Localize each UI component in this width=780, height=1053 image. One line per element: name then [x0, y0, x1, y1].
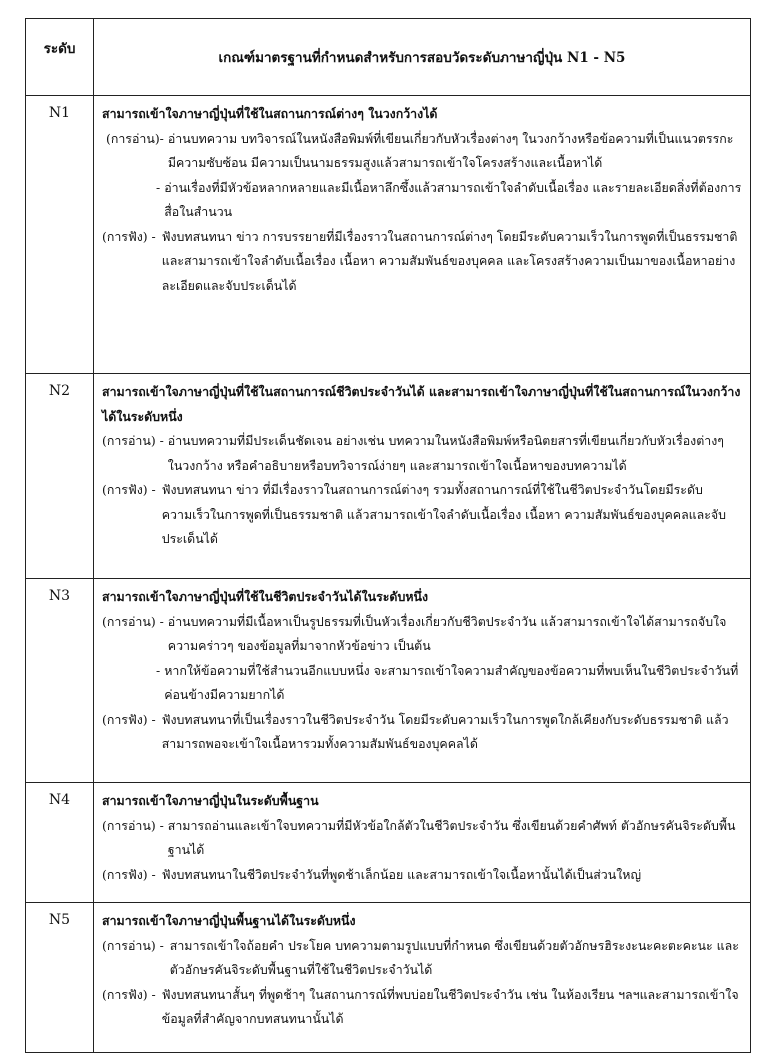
row-title: สามารถเข้าใจภาษาญี่ปุ่นที่ใช้ในสถานการณ์ชีวิตประจำวันได้ และสามารถเข้าใจภาษาญี่ปุ่นที่ใช้ในสถานการณ์ในวงกว้างได้ในระดับหนึ่ง: [102, 384, 741, 424]
row-title: สามารถเข้าใจภาษาญี่ปุ่นพื้นฐานได้ในระดับหนึ่ง: [102, 913, 356, 928]
table-row: [26, 783, 751, 903]
row-title: สามารถเข้าใจภาษาญี่ปุ่นที่ใช้ในสถานการณ์ต่างๆ ในวงกว้างได้: [102, 106, 438, 121]
header-level: ระดับ: [26, 19, 94, 96]
reading-text: อ่านบทความ บทวิจารณ์ในหนังสือพิมพ์ที่เขียนเกี่ยวกับหัวเรื่องต่างๆ ในวงกว้างหรือข้อความที่เป็นแนวตรรกะ มีความซับซ้อน มีความเป็นนามธรรมสูงแล้วสามารถเข้าใจโครงสร้างและเนื้อหาได้: [167, 130, 734, 170]
level-cell: N1: [26, 96, 94, 374]
table-row: [26, 903, 751, 1053]
table-header-row: [26, 19, 751, 96]
bullet-dash: -: [156, 179, 161, 195]
listening-text: ฟังบทสนทนา ข่าว การบรรยายที่มีเรื่องราวในสถานการณ์ต่างๆ โดยมีระดับความเร็วในการพูดที่เป็นธรรมชาติและสามารถเข้าใจลำดับเนื้อเรื่อง เนื้อหา ความสัมพันธ์ของบุคคล และโครงสร้างความเป็นมาของเนื้อหาอย่างละเอียดและจับประเด็นได้: [161, 228, 738, 293]
reading-text-2: อ่านเรื่องที่มีหัวข้อหลากหลายและมีเนื้อหาลึกซึ้งแล้วสามารถเข้าใจลำดับเนื้อเรื่อง และรายละเอียดสิ่งที่ต้องการสื่อในสำนวน: [164, 179, 742, 219]
reading-tag: (การอ่าน) -: [102, 613, 164, 629]
level-cell: N5: [26, 903, 94, 1053]
listening-text: ฟังบทสนทนาสั้นๆ ที่พูดช้าๆ ในสถานการณ์ที่พบบ่อยในชีวิตประจำวัน เช่น ในห้องเรียน ฯลฯและสามารถเข้าใจข้อมูลที่สำคัญจากบทสนทนานั้นได้: [161, 986, 739, 1026]
reading-text: สามารถอ่านและเข้าใจบทความที่มีหัวข้อใกล้ตัวในชีวิตประจำวัน ซึ่งเขียนด้วยคำศัพท์ ตัวอักษรคันจิระดับพื้นฐานได้: [167, 817, 736, 857]
description-cell: [94, 783, 751, 903]
level-cell: N2: [26, 374, 94, 579]
row-title: สามารถเข้าใจภาษาญี่ปุ่นในระดับพื้นฐาน: [102, 793, 319, 808]
reading-tag: (การอ่าน) -: [102, 817, 164, 833]
listening-text: ฟังบทสนทนา ข่าว ที่มีเรื่องราวในสถานการณ์ต่างๆ รวมทั้งสถานการณ์ที่ใช้ในชีวิตประจำวันโดยมีระดับความเร็วในการพูดที่เป็นธรรมชาติ แล้วสามารถเข้าใจลำดับเนื้อเรื่อง เนื้อหา ความสัมพันธ์ของบุคคลและจับประเด็นได้: [161, 482, 727, 546]
row-title: สามารถเข้าใจภาษาญี่ปุ่นที่ใช้ในชีวิตประจำวันได้ในระดับหนึ่ง: [102, 589, 429, 604]
reading-text: สามารถเข้าใจถ้อยคำ ประโยค บทความตามรูปแบบที่กำหนด ซึ่งเขียนด้วยตัวอักษรฮิระงะนะคะตะคะนะ และตัวอักษรคันจิระดับพื้นฐานที่ใช้ในชีวิตประจำวันได้: [169, 937, 739, 977]
level-cell: N3: [26, 579, 94, 783]
listening-text: ฟังบทสนทนาที่เป็นเรื่องราวในชีวิตประจำวัน โดยมีระดับความเร็วในการพูดใกล้เคียงกับระดับธรรมชาติ แล้วสามารถพอจะเข้าใจเนื้อหารวมทั้งความสัมพันธ์ของบุคคลได้: [161, 711, 729, 751]
reading-text: อ่านบทความที่มีเนื้อหาเป็นรูปธรรมที่เป็นหัวเรื่องเกี่ยวกับชีวิตประจำวัน แล้วสามารถเข้าใจได้สามารถจับใจความคร่าวๆ ของข้อมูลที่มาจากหัวข้อข่าว เป็นต้น: [167, 613, 727, 653]
listening-tag: (การฟัง) -: [102, 711, 156, 727]
description-cell: [94, 903, 751, 1053]
listening-tag: (การฟัง) -: [102, 482, 156, 497]
table-row: [26, 96, 751, 374]
jlpt-criteria-table: [25, 18, 751, 1053]
reading-tag: (การอ่าน) -: [102, 433, 164, 448]
table-row: [26, 579, 751, 783]
reading-text-2: หากให้ข้อความที่ใช้สำนวนอีกแบบหนึ่ง จะสามารถเข้าใจความสำคัญของข้อความที่พบเห็นในชีวิตประจำวันที่ค่อนข้างมีความยากได้: [164, 662, 739, 702]
description-cell: [94, 579, 751, 783]
description-cell: [94, 96, 751, 374]
reading-tag: (การอ่าน)-: [106, 130, 164, 146]
reading-tag: (การอ่าน) -: [102, 937, 164, 953]
listening-tag: (การฟัง) -: [102, 228, 156, 244]
listening-tag: (การฟัง) -: [102, 986, 156, 1002]
table-row: [26, 374, 751, 579]
reading-text: อ่านบทความที่มีประเด็นชัดเจน อย่างเช่น บทความในหนังสือพิมพ์หรือนิตยสารที่เขียนเกี่ยวกับหัวเรื่องต่างๆ ในวงกว้าง หรือคำอธิบายหรือบทวิจารณ์ง่ายๆ และสามารถเข้าใจเนื้อหาของบทความได้: [167, 433, 724, 473]
bullet-dash: -: [156, 662, 161, 678]
level-cell: N4: [26, 783, 94, 903]
header-criteria: เกณฑ์มาตรฐานที่กำหนดสำหรับการสอบวัดระดับภาษาญี่ปุ่น N1 - N5: [94, 19, 751, 96]
description-cell: [94, 374, 751, 579]
listening-text: ฟังบทสนทนาในชีวิตประจำวันที่พูดช้าเล็กน้อย และสามารถเข้าใจเนื้อหานั้นได้เป็นส่วนใหญ่: [161, 866, 641, 882]
listening-tag: (การฟัง) -: [102, 866, 156, 882]
